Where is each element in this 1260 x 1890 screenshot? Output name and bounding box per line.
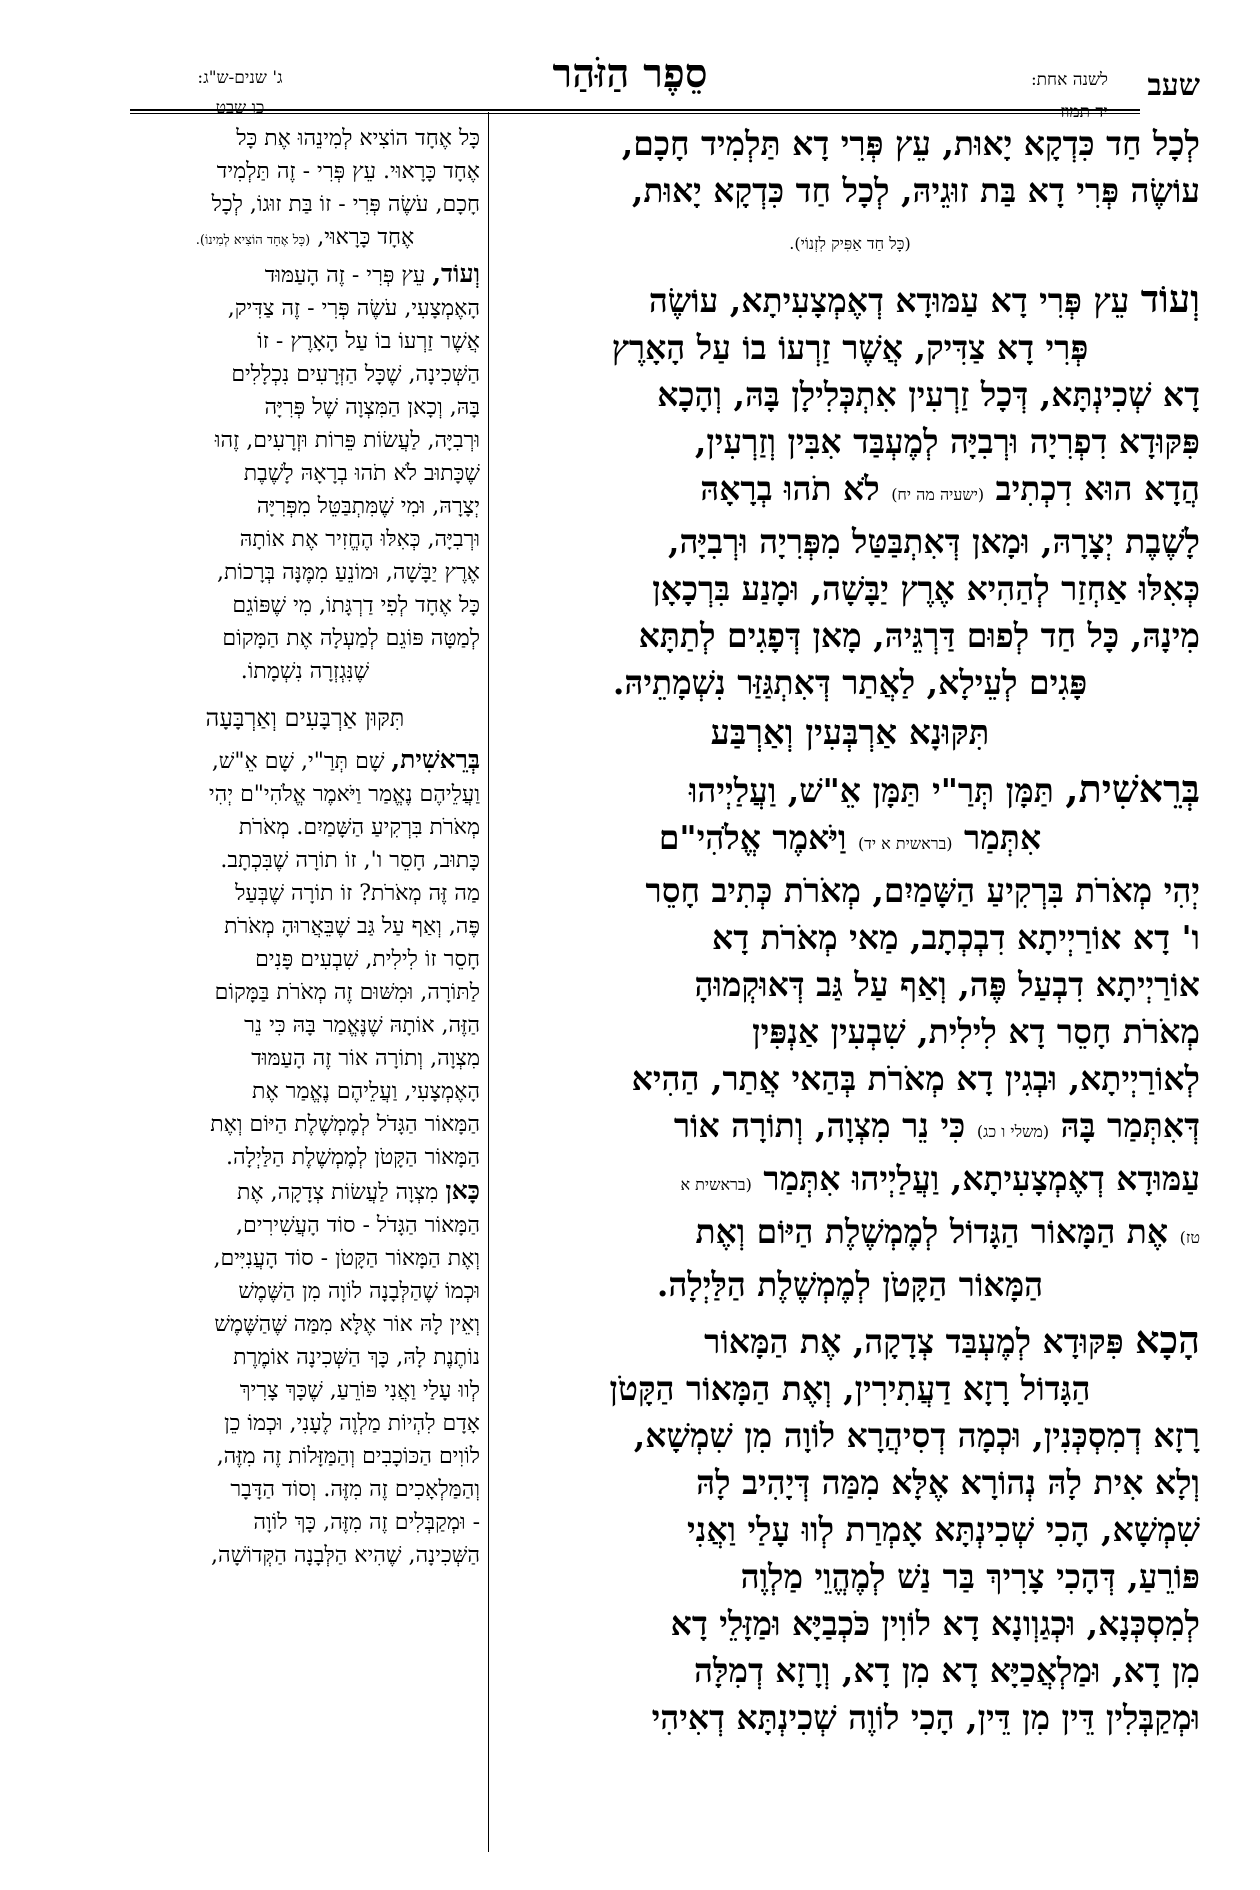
side-line: וּרְבִיָּה, לַעֲשׂוֹת פֵּרוֹת וּזְרָעִים, זֶהוּ: [214, 428, 480, 453]
side-line: שֶׁכָּתוּב לֹא תֹהוּ בְרָאָהּ לָשֶׁבֶת: [243, 461, 480, 486]
main-line: מִן דָא, וּמַלְאֲכַיָּא דָא מִן דָא, וְרָזָא דְמִלָּה: [693, 1651, 1200, 1690]
source-note: (ישעיה מה יח): [891, 485, 985, 504]
side-line: בָּהּ, וְכָאן הַמִּצְוָה שֶׁל פְּרִיָּה: [264, 395, 480, 420]
side-line: הַזֶּה, אוֹתָהּ שֶׁנֶּאֱמַר בָּהּ כִּי נֵר: [244, 1013, 480, 1038]
main-line: כְּאִלּוּ אַחְזַר לְהַהִיא אֶרֶץ יַבָּשָׁה, וּמָנַע בִּרְכָאָן: [652, 569, 1200, 608]
header-rule-thin: [130, 113, 1140, 114]
source-note: (בראשית א יד): [857, 834, 953, 853]
side-line: אָדָם לִהְיוֹת מַלְוֶה לֶעָנִי, וּכְמוֹ כֵן: [224, 1411, 480, 1436]
opening-word: וְעוֹד: [1140, 276, 1200, 321]
side-line: מְאֹרֹת בִּרְקִיעַ הַשָּׁמַיִם. מְאֹרֹת: [238, 815, 480, 840]
side-line: שֶׁנִּגְזְרָה נִשְׁמָתוֹ.: [240, 659, 370, 684]
main-line: עוֹשֶׂה פְּרִי דָא בַּת זוּגֵיהּ, לְכָל חַד כִּדְקָא יָאוּת,: [631, 171, 1200, 210]
side-line: לוֹוִים הַכּוֹכָבִים וְהַמַּזָּלוֹת זֶה מִזֶּה,: [216, 1444, 480, 1469]
source-note: (משלי ו כג): [976, 1122, 1050, 1141]
main-line: פִּקּוּדָא דִפְרִיָה וּרְבִיָּה לְמֶעְבַּד אִבִּין וְזַרְעִין,: [694, 422, 1200, 461]
side-line: וְאֵין לָהּ אוֹר אֶלָּא מִמַּה שֶּׁהַשֶּׁמֶשׁ: [214, 1312, 480, 1337]
source-note: (כָּל חַד אַפִּיק לִזְנוֹי).: [789, 234, 911, 253]
page-number-label: שעב: [1147, 68, 1200, 103]
section-heading: תִּקּוּן אַרְבָּעִים וְאַרְבָּעָה: [205, 704, 405, 732]
opening-word: בְּרֵאשִׁית,: [391, 745, 480, 774]
header-rule: [130, 109, 1140, 111]
section-heading: תִּקּוּנָא אַרְבְּעִין וְאַרְבַּע: [710, 713, 990, 753]
side-line: לְמַטָּה פּוֹגֵם לְמַעְלָה אֶת הַמָּקוֹם: [222, 626, 480, 651]
main-line: יְהִי מְאֹרֹת בִּרְקִיעַ הַשָּׁמַיִם, מְאֹרֹת כְּתִיב חָסֵר: [645, 871, 1200, 910]
main-line: אִתְּמַר (בראשית א יד) וַיֹּאמֶר אֱלֹהִי"ם: [658, 818, 1042, 857]
side-line: כָּל אֶחָד הוֹצִיא לְמִינֵהוּ אֶת כָּל: [236, 126, 480, 151]
side-line: לַתּוֹרָה, וּמִשּׁוּם זֶה מְאֹרֹת בַּמָּקוֹם: [214, 980, 480, 1005]
main-line: לְאוֹרַיְיתָא, וּבְגִין דָא מְאֹרֹת בְּהַאי אֲתַר, הַהִיא: [631, 1059, 1200, 1098]
main-line: טז) אֶת הַמָּאוֹר הַגָּדוֹל לְמֶמְשֶׁלֶת הַיּוֹם וְאֶת: [695, 1212, 1200, 1251]
side-line: מַה זֶּה מְאֹרֹת? זוֹ תוֹרָה שֶׁבְּעַל: [235, 881, 480, 906]
side-line: הָאֶמְצָעִי, וַעֲלֵיהֶם נֶאֱמַר אֶת: [252, 1079, 480, 1104]
main-line: לָשֶׁבֶת יְצָרָהּ, וּמָאן דְּאִתְבַּטַּל מִפְּרִיָה וּרְבִיָּה,: [668, 522, 1200, 561]
side-line: אֶחָד כָּרָאוּי, (כָּל אֶחָד הוֹצִיא לְמִינוֹ).: [195, 225, 415, 250]
main-line: ו' דָא אוֹרַיְיתָא דִבְכְתָב, מַאי מְאֹרֹת דָא: [712, 918, 1200, 957]
side-line: אֶרֶץ יַבָּשָׁה, וּמוֹנֵעַ מִמֶּנָּה בְּרָכוֹת,: [216, 560, 480, 585]
main-line: לְמִסְכְּנָא, וּכְגַוְונָא דָא לוֹוִין כֹּכְבַיָּא וּמַזָּלֵי דָא: [670, 1604, 1200, 1643]
side-line: כָּל אֶחָד לְפִי דַרְגָּתוֹ, מִי שֶׁפּוֹגֵם: [232, 593, 480, 618]
source-note: טז): [1179, 1228, 1200, 1247]
side-line: נוֹתֶנֶת לָהּ, כָּךְ הַשְּׁכִינָה אוֹמֶרֶת: [233, 1345, 480, 1370]
book-title: סֵפֶר הַזֹּהַר: [552, 50, 708, 97]
main-line: עַמּוּדָא דְאֶמְצָעִיתָא, וַעֲלַיְיהוּ אִתְּמַר (בראשית א: [680, 1159, 1200, 1198]
side-line: וְעוֹד, עֵץ פְּרִי - זֶה הָעַמּוּד: [264, 259, 480, 288]
side-line: פֶּה, וְאַף עַל גַּב שֶׁבֵּאֲרוּהָ מְאֹרֹת: [224, 914, 480, 939]
main-line: וְלָא אִית לָהּ נְהוֹרָא אֶלָּא מִמַּה דְּיָהִיב לָהּ: [696, 1463, 1200, 1502]
side-line: מִצְוָה, וְתוֹרָה אוֹר זֶה הָעַמּוּד: [251, 1046, 480, 1071]
main-line: שִׁמְשָׁא, הָכִי שְׁכִינְתָּא אָמְרַת לְווּ עָלַי וַאֲנִי: [686, 1510, 1200, 1549]
main-line: דָא שְׁכִינְתָּא, דְּכָל זַרְעִין אִתְכְּלִילָן בָּהּ, וְהָכָא: [657, 375, 1200, 414]
side-line: יְצָרָהּ, וּמִי שֶׁמִּתְבַּטֵּל מִפְּרִיָּה: [256, 494, 480, 519]
opening-word: וְעוֹד,: [432, 259, 480, 288]
opening-word: כָּאן: [445, 1176, 480, 1205]
side-line: הָאֶמְצָעִי, עֹשֶׂה פְּרִי - זֶה צַדִּיק,: [227, 296, 480, 321]
three-year-label: ג' שנים-ש"ג:: [197, 68, 283, 88]
side-line: הַשְּׁכִינָה, שֶׁכָּל הַזְּרָעִים נִכְלָלִים: [231, 362, 480, 387]
side-line: - וּמְקַבְּלִים זֶה מִזֶּה, כָּךְ לוֹוָה: [253, 1510, 480, 1535]
source-note: (כָּל אֶחָד הוֹצִיא לְמִינוֹ).: [195, 233, 311, 248]
main-line: לְכָל חַד כִּדְקָא יָאוּת, עֵץ פְּרִי דָא תַּלְמִיד חָכָם,: [621, 124, 1200, 163]
side-line: הַשְּׁכִינָה, שֶׁהִיא הַלְּבָנָה הַקְּדוֹשָׁה,: [211, 1543, 480, 1568]
translation-column: [130, 122, 480, 1572]
main-line: בְּרֵאשִׁית, תַּמָּן תְּרַ"י תַּמָּן אֵ"שׁ, וַעֲלַיְיהוּ: [688, 766, 1200, 811]
side-line: בְּרֵאשִׁית, שָׁם תְּרַ"י, שָׁם אֵ"שׁ,: [211, 745, 480, 774]
main-line: וְעוֹד עֵץ פְּרִי דָא עַמּוּדָא דְאֶמְצָעִיתָא, עוֹשֶׂה: [648, 276, 1200, 321]
side-line: הַמָּאוֹר הַגָּדֹל - סוֹד הָעֲשִׁירִים,: [236, 1213, 480, 1238]
opening-word: הָכָא: [1135, 1317, 1200, 1362]
side-line: וְאֶת הַמָּאוֹר הַקָּטֹן - סוֹד הָעֲנִיִּים,: [213, 1246, 480, 1271]
side-line: כָּתוּב, חָסֵר ו', זוֹ תוֹרָה שֶׁבִּכְתָב.: [220, 848, 480, 873]
side-line: חָכָם, עֹשֶׂה פְּרִי - זוֹ בַּת זוּגוֹ, לְכָל: [211, 192, 480, 217]
three-year-date: כו שבט: [215, 98, 265, 118]
column-divider: [488, 112, 489, 1852]
main-line: [500, 214, 1200, 267]
side-line: חָסֵר זוֹ לִילִית, שִׁבְעִים פָּנִים: [255, 947, 480, 972]
side-line: וּרְבִיָּה, כְּאִלּוּ הֶחֱזִיר אֶת אוֹתָהּ: [239, 527, 480, 552]
main-line: מְאֹרֹת חָסֵר דָא לִילִית, שִׁבְעִין אַנְפִּין: [752, 1012, 1200, 1051]
side-line: אֲשֶׁר זַרְעוֹ בוֹ עַל הָאָרֶץ - זוֹ: [257, 329, 480, 354]
side-line: הַמָּאוֹר הַגָּדֹל לְמֶמְשֶׁלֶת הַיּוֹם וְאֶת: [210, 1112, 480, 1137]
main-line: הָכָא פִּקּוּדָא לְמֶעְבַּד צְדָקָה, אֶת הַמָּאוֹר: [704, 1317, 1200, 1362]
main-line: פְּרִי דָא צַדִּיק, אֲשֶׁר זַרְעוֹ בוֹ עַל הָאָרֶץ: [611, 328, 1089, 367]
main-line: אוֹרַיְיתָא דִבְעַל פֶּה, וְאַף עַל גַּב דְּאוּקְמוּהָ: [694, 965, 1200, 1004]
side-line: וּכְמוֹ שֶׁהַלְּבָנָה לוֹוָה מִן הַשֶּׁמֶשׁ: [238, 1279, 480, 1304]
main-column: [500, 120, 1200, 1741]
main-line: רָזָא דְמִסְכְּנִין, וּכְמָה דְסִיהֲרָא לוֹוָה מִן שִׁמְשָׁא,: [633, 1416, 1200, 1455]
one-year-label: לשנה אחת:: [1030, 70, 1108, 90]
main-line: הַגָּדוֹל רָזָא דַעֲתִירִין, וְאֶת הַמָּאוֹר הַקָּטֹן: [609, 1369, 1091, 1408]
main-line: מִינָהּ, כָּל חַד לְפוּם דַּרְגֵּיהּ, מָאן דְּפָגִים לְתַתָּא: [638, 616, 1200, 655]
side-line: כָּאן מִצְוָה לַעֲשׂוֹת צְדָקָה, אֶת: [237, 1176, 480, 1205]
main-line: הֲדָא הוּא דִכְתִיב (ישעיה מה יח) לֹא תֹהוּ בְרָאָהּ: [700, 469, 1200, 508]
source-note: (בראשית א: [680, 1175, 752, 1194]
main-line: פּוֹרֵעַ, דְּהָכִי צָרִיךְ בַּר נַשׁ לְמֶהֱוֵי מַלְוֶה: [740, 1557, 1200, 1596]
side-line: וַעֲלֵיהֶם נֶאֱמַר וַיֹּאמֶר אֱלֹהִי"ם יְהִי: [208, 782, 480, 807]
side-line: אֶחָד כָּרָאוּי. עֵץ פְּרִי - זֶה תַּלְמִיד: [216, 159, 480, 184]
main-line: הַמָּאוֹר הַקָּטֹן לְמֶמְשֶׁלֶת הַלַּיְלָה.: [656, 1265, 1044, 1304]
opening-word: בְּרֵאשִׁית,: [1065, 766, 1200, 811]
side-line: לְווּ עָלַי וַאֲנִי פּוֹרֵעַ, שֶׁכָּךְ צָרִיךְ: [239, 1378, 480, 1403]
main-line: וּמְקַבְּלִין דֵּין מִן דֵּין, הָכִי לוֹוֶה שְׁכִינְתָּא דְאִיהִי: [651, 1698, 1200, 1737]
side-line: וְהַמַּלְאָכִים זֶה מִזֶּה. וְסוֹד הַדָּבָר: [230, 1477, 480, 1502]
main-line: פָּגִים לְעֵילָא, לַאֲתַר דְּאִתְגַּזַּר נִשְׁמָתֵיהּ.: [612, 663, 1088, 702]
main-line: דְּאִתְּמַר בָּהּ (משלי ו כג) כִּי נֵר מִצְוָה, וְתוֹרָה אוֹר: [673, 1106, 1200, 1145]
one-year-date: יד תמוז: [1060, 102, 1108, 122]
side-line: הַמָּאוֹר הַקָּטֹן לְמֶמְשֶׁלֶת הַלַּיְלָה.: [226, 1145, 480, 1170]
